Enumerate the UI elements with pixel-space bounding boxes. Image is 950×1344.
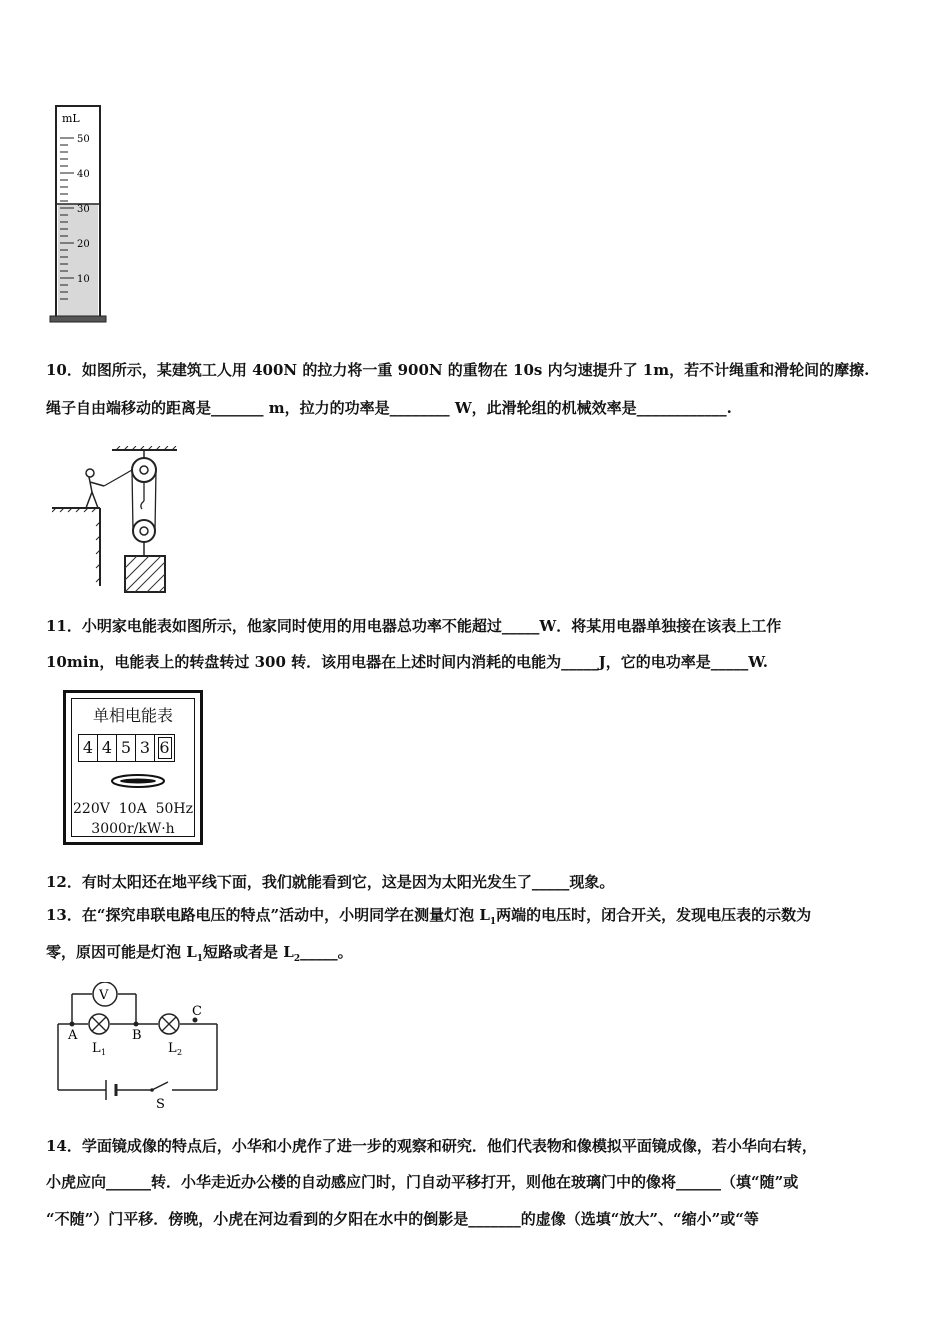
lamp-l1-label: L (92, 1041, 101, 1056)
voltmeter-label: V (99, 988, 109, 1003)
question-14-line-3: “不随”）门平移．傍晚，小虎在河边看到的夕阳在水中的倒影是_______的虚像（选填“放大”、“缩小”或“等 (46, 1210, 759, 1228)
question-13-sub-3: 2 (293, 954, 301, 964)
meter-digit-5-box (155, 735, 174, 761)
question-10-line-1: 10．如图所示，某建筑工人用 400N 的拉力将一重 900N 的重物在 10s 内匀速提升了 1m，若不计绳重和滑轮间的摩擦. (46, 361, 870, 379)
pulley-system-figure (52, 446, 182, 596)
lamp-l1-subscript: 1 (101, 1048, 107, 1057)
question-13-text-e: _____。 (300, 943, 353, 961)
graduated-cylinder-figure (48, 100, 123, 328)
meter-digit-5: 6 (159, 738, 170, 757)
switch-label: S (156, 1097, 165, 1112)
question-12-line-1: 12．有时太阳还在地平线下面，我们就能看到它，这是因为太阳光发生了_____现象。 (46, 873, 615, 891)
lamp-l2-subscript: 2 (177, 1048, 183, 1057)
electric-meter-figure (63, 690, 203, 845)
point-c-label: C (192, 1004, 202, 1019)
cylinder-mark-30: 30 (77, 204, 90, 215)
meter-disc-icon (110, 773, 166, 789)
question-13-text-d: 短路或者是 L (203, 943, 294, 961)
meter-digit-1: 4 (79, 735, 98, 761)
question-10-line-2: 绳子自由端移动的距离是_______ m，拉力的功率是________ W，此滑轮组的机械效率是____________. (46, 399, 732, 417)
question-11-line-1: 11．小明家电能表如图所示，他家同时使用的用电器总功率不能超过_____W．将某用电器单独接在该表上工作 (46, 617, 782, 635)
meter-title: 单相电能表 (92, 706, 173, 725)
question-11-line-2: 10min，电能表上的转盘转过 300 转．该用电器在上述时间内消耗的电能为_____J，它的电功率是_____W. (46, 653, 768, 671)
cylinder-mark-40: 40 (77, 169, 90, 180)
question-13-text-a: 13．在“探究串联电路电压的特点”活动中，小明同学在测量灯泡 L (46, 906, 490, 924)
meter-spec-constant: 3000r/kW·h (91, 821, 175, 837)
series-circuit-figure (52, 982, 227, 1112)
question-14-line-1: 14．学面镜成像的特点后，小华和小虎作了进一步的观察和研究．他们代表物和像模拟平面镜成像，若小华向右转， (46, 1137, 817, 1155)
meter-digit-display (78, 734, 175, 762)
point-b-label: B (132, 1028, 142, 1043)
meter-digit-3: 5 (117, 735, 136, 761)
question-13-text-b: 两端的电压时，闭合开关，发现电压表的示数为 (496, 906, 812, 924)
point-a-label: A (68, 1028, 78, 1043)
lamp-l2-label: L (168, 1041, 177, 1056)
cylinder-unit-label: mL (62, 112, 80, 125)
question-14-line-2: 小虎应向______转．小华走近办公楼的自动感应门时，门自动平移打开，则他在玻璃门中的像将______（填“随”或 (46, 1173, 799, 1191)
question-13-line-2 (46, 942, 916, 969)
meter-digit-4: 3 (136, 735, 155, 761)
electric-meter-panel (71, 698, 195, 837)
meter-digit-2: 4 (98, 735, 117, 761)
question-13-sub-2: 1 (196, 954, 204, 964)
question-13-sub-1: 1 (489, 917, 497, 927)
meter-spec-voltage: 220V 10A 50Hz (73, 801, 193, 817)
question-13-line-1 (46, 905, 916, 932)
question-13-text-c: 零，原因可能是灯泡 L (46, 943, 197, 961)
cylinder-mark-10: 10 (77, 274, 90, 285)
cylinder-mark-50: 50 (77, 134, 90, 145)
cylinder-mark-20: 20 (77, 239, 90, 250)
